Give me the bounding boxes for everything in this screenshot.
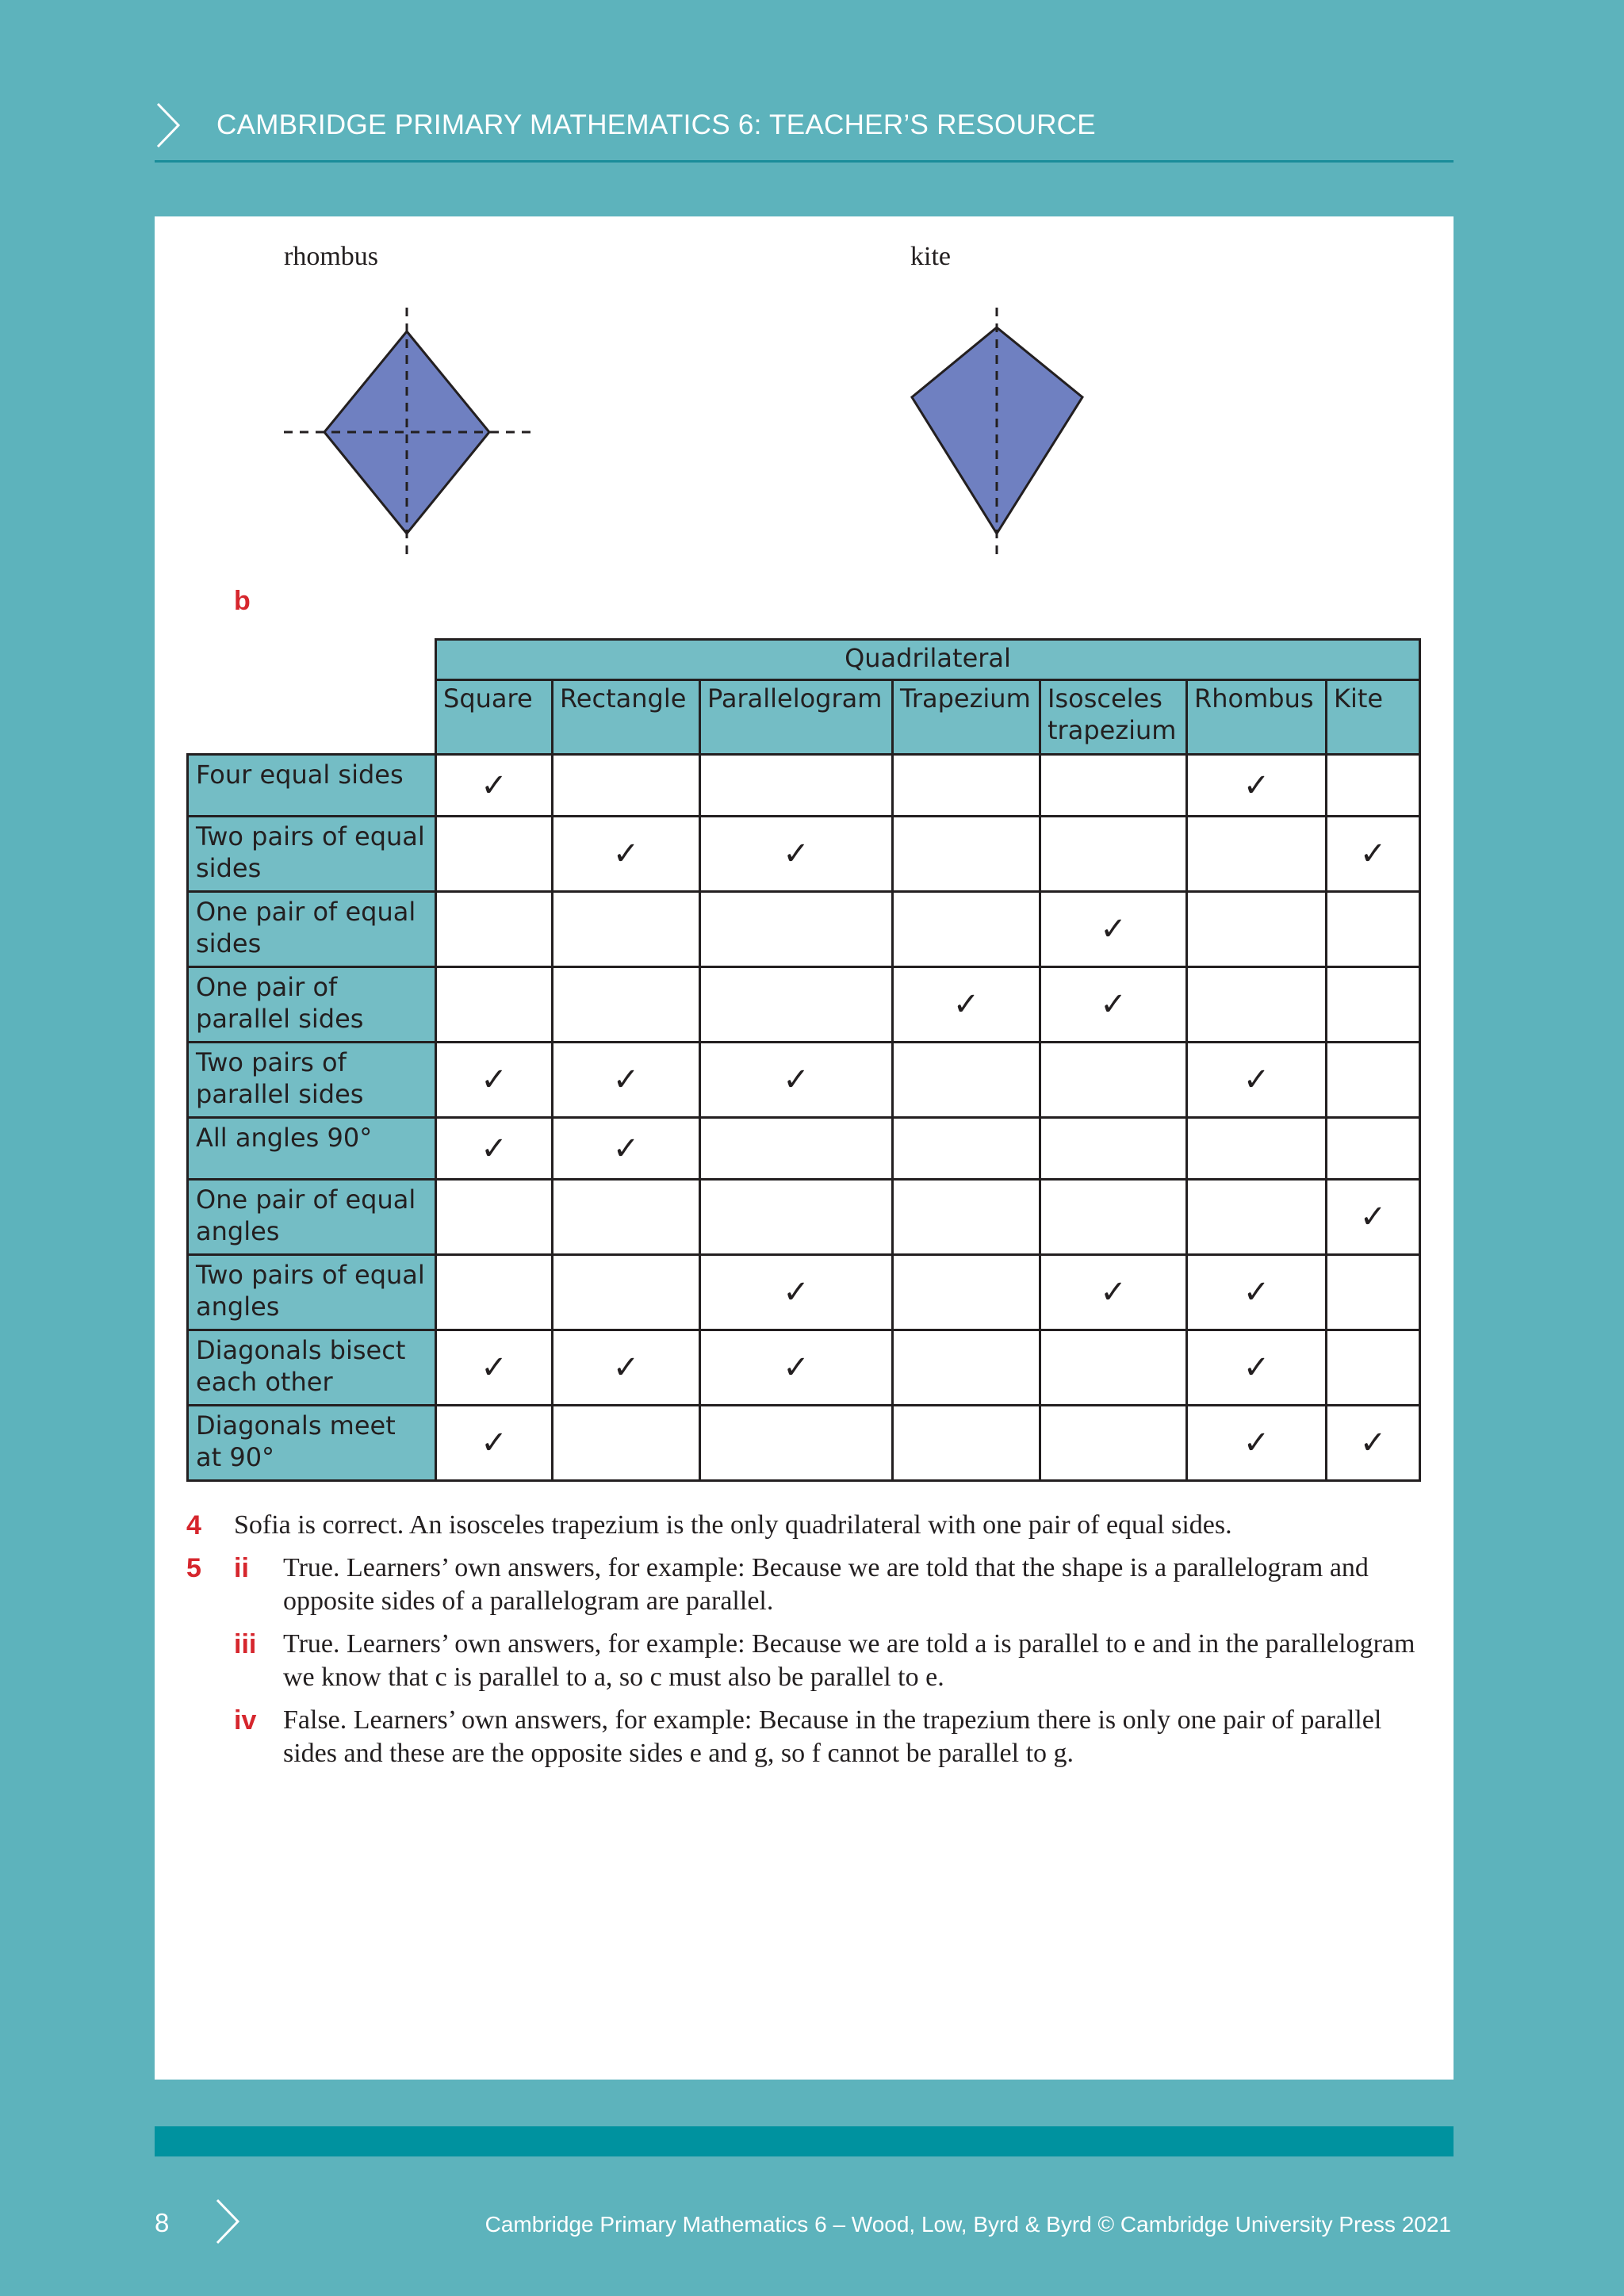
column-header: Kite [1327, 680, 1420, 755]
table-cell [553, 1406, 700, 1481]
check-mark: ✓ [1040, 892, 1187, 967]
table-cell [700, 1118, 893, 1180]
quadrilateral-header: Quadrilateral [436, 640, 1420, 680]
answer-text: False. Learners’ own answers, for example: Because in the trapezium there is only one pair of parallel sides and these are the opposite sides e and g, so f cannot be parallel to g. [283, 1705, 1382, 1768]
chevron-right-icon [155, 101, 182, 149]
table-cell [700, 892, 893, 967]
table-cell [553, 1180, 700, 1255]
table-cell [553, 967, 700, 1043]
table-cell [1327, 1255, 1420, 1330]
table-cell [1327, 1118, 1420, 1180]
question-number: 5 [186, 1553, 201, 1583]
table-cell [893, 755, 1040, 817]
answer-text: Sofia is correct. An isosceles trapezium is the only quadrilateral with one pair of equal sides. [234, 1510, 1232, 1540]
check-mark: ✓ [1187, 1330, 1327, 1406]
table-cell [700, 1406, 893, 1481]
table-row [188, 817, 1420, 892]
table-cell [436, 967, 553, 1043]
answer-5-ii [186, 1552, 1439, 1618]
table-cell [1040, 1118, 1187, 1180]
column-header: Parallelogram [700, 680, 893, 755]
check-mark: ✓ [1040, 967, 1187, 1043]
column-header: Rhombus [1187, 680, 1327, 755]
answer-text: True. Learners’ own answers, for example: Because we are told a is parallel to e and in the parallelogram we know that c is parallel to a, so c must also be parallel to e. [283, 1629, 1415, 1692]
check-mark: ✓ [553, 1118, 700, 1180]
table-cell [1187, 817, 1327, 892]
check-mark: ✓ [700, 1043, 893, 1118]
column-header: Square [436, 680, 553, 755]
row-header: Diagonals bisect each other [188, 1330, 436, 1406]
table-cell [436, 817, 553, 892]
row-header: Two pairs of equal sides [188, 817, 436, 892]
table-corner [188, 640, 436, 680]
question-number: 4 [186, 1510, 201, 1540]
table-cell [1187, 967, 1327, 1043]
table-cell [893, 817, 1040, 892]
kite-diagram [912, 308, 1082, 559]
table-cell [893, 1406, 1040, 1481]
table-cell [553, 1255, 700, 1330]
answer-4 [186, 1509, 1439, 1542]
check-mark: ✓ [436, 1406, 553, 1481]
check-mark: ✓ [1187, 1255, 1327, 1330]
table-cell [893, 892, 1040, 967]
row-header: One pair of parallel sides [188, 967, 436, 1043]
table-cell [553, 755, 700, 817]
check-mark: ✓ [1327, 817, 1420, 892]
check-mark: ✓ [553, 1043, 700, 1118]
table-cell [436, 892, 553, 967]
shape-diagrams [155, 216, 1454, 581]
row-header: Two pairs of equal angles [188, 1255, 436, 1330]
header-title: CAMBRIDGE PRIMARY MATHEMATICS 6: TEACHER’S RESOURCE [216, 109, 1096, 140]
table-cell [893, 1255, 1040, 1330]
table-cell [893, 1043, 1040, 1118]
table-row [188, 1180, 1420, 1255]
table-cell [436, 1180, 553, 1255]
table-cell [893, 1180, 1040, 1255]
answers-section [186, 1509, 1439, 1780]
table-cell [436, 1255, 553, 1330]
row-header: Diagonals meet at 90° [188, 1406, 436, 1481]
check-mark: ✓ [1187, 1406, 1327, 1481]
row-header: Four equal sides [188, 755, 436, 817]
table-cell [1327, 892, 1420, 967]
check-mark: ✓ [700, 817, 893, 892]
check-mark: ✓ [1187, 1043, 1327, 1118]
chevron-right-icon [214, 2198, 241, 2245]
table-row [188, 1118, 1420, 1180]
page-content [155, 216, 1454, 2080]
sub-question-label: iv [234, 1705, 257, 1735]
check-mark: ✓ [1187, 755, 1327, 817]
check-mark: ✓ [893, 967, 1040, 1043]
table-cell [1327, 755, 1420, 817]
table-row [188, 1043, 1420, 1118]
table-cell [700, 755, 893, 817]
table-cell [1040, 755, 1187, 817]
properties-table [186, 638, 1421, 1482]
check-mark: ✓ [700, 1255, 893, 1330]
column-header: Rectangle [553, 680, 700, 755]
table-row [188, 967, 1420, 1043]
row-header: One pair of equal angles [188, 1180, 436, 1255]
table-cell [700, 1180, 893, 1255]
sub-question-label: ii [234, 1553, 249, 1583]
table-cell [1040, 1330, 1187, 1406]
column-header: Isosceles trapezium [1040, 680, 1187, 755]
row-header: Two pairs of parallel sides [188, 1043, 436, 1118]
table-cell [1040, 817, 1187, 892]
check-mark: ✓ [1040, 1255, 1187, 1330]
check-mark: ✓ [436, 1118, 553, 1180]
table-cell [1327, 967, 1420, 1043]
page-number: 8 [155, 2208, 170, 2237]
table-cell [1327, 1043, 1420, 1118]
table-row [188, 1406, 1420, 1481]
check-mark: ✓ [1327, 1180, 1420, 1255]
row-header: All angles 90° [188, 1118, 436, 1180]
table-cell [893, 1330, 1040, 1406]
kite-label: kite [910, 242, 951, 271]
answer-text: True. Learners’ own answers, for example: Because we are told that the shape is a parallelogram and opposite sides of a parallelogram are parallel. [283, 1553, 1369, 1616]
table-cell [893, 1118, 1040, 1180]
rhombus-label: rhombus [284, 242, 378, 271]
table-cell [1040, 1406, 1187, 1481]
part-b-label: b [234, 586, 251, 616]
table-row [188, 1330, 1420, 1406]
table-cell [553, 892, 700, 967]
check-mark: ✓ [700, 1330, 893, 1406]
running-header [155, 95, 1454, 163]
table-cell [1040, 1180, 1187, 1255]
table-cell [1187, 1180, 1327, 1255]
check-mark: ✓ [436, 755, 553, 817]
table-cell [1327, 1330, 1420, 1406]
table-row [188, 892, 1420, 967]
table-cell [1187, 1118, 1327, 1180]
table-row [188, 755, 1420, 817]
table-cell [700, 967, 893, 1043]
rhombus-diagram [284, 308, 530, 559]
copyright-notice: Cambridge Primary Mathematics 6 – Wood, Low, Byrd & Byrd © Cambridge University Press 2021 [485, 2212, 1451, 2237]
check-mark: ✓ [553, 817, 700, 892]
answer-5-iii [186, 1628, 1439, 1694]
table-cell [1040, 1043, 1187, 1118]
sub-question-label: iii [234, 1629, 257, 1659]
check-mark: ✓ [1327, 1406, 1420, 1481]
column-header: Trapezium [893, 680, 1040, 755]
answer-5-iv [186, 1704, 1439, 1770]
table-row [188, 1255, 1420, 1330]
check-mark: ✓ [436, 1043, 553, 1118]
row-header: One pair of equal sides [188, 892, 436, 967]
check-mark: ✓ [436, 1330, 553, 1406]
check-mark: ✓ [553, 1330, 700, 1406]
footer-bar [155, 2126, 1454, 2156]
table-cell [1187, 892, 1327, 967]
